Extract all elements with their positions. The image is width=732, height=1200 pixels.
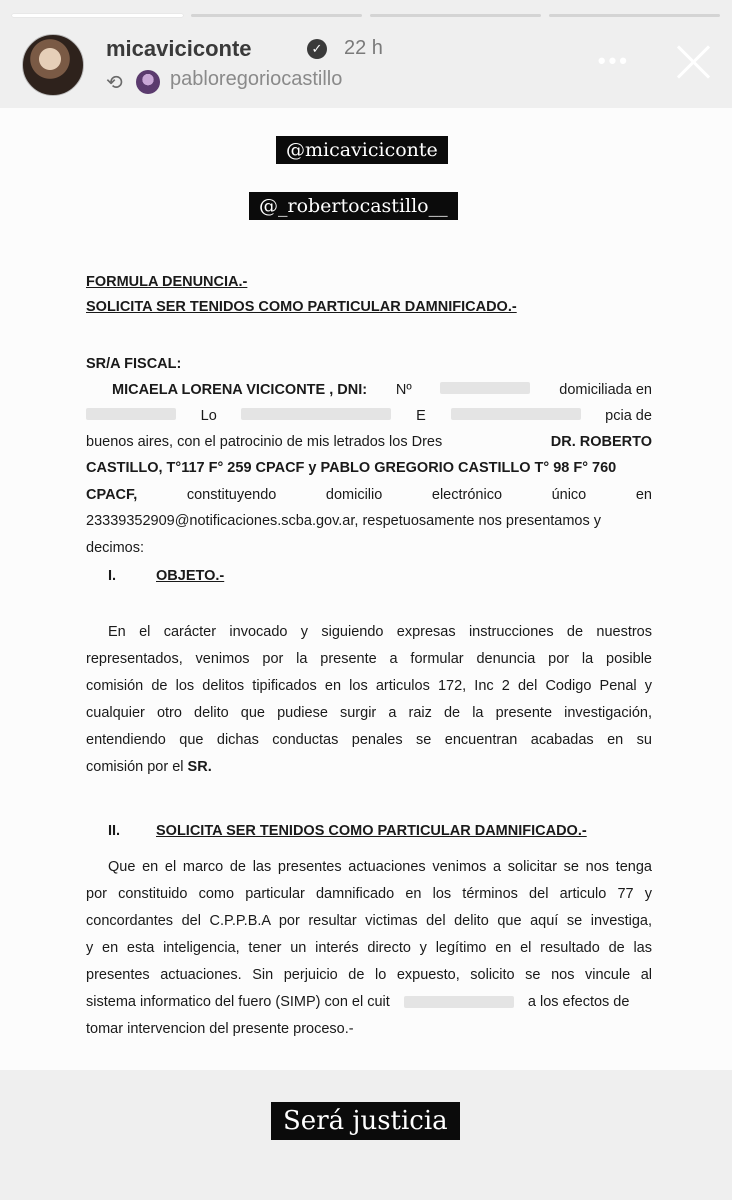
section-title: SOLICITA SER TENIDOS COMO PARTICULAR DAMNIFICADO.-	[156, 823, 587, 839]
intro-line	[86, 408, 652, 424]
verified-icon: ✓	[307, 39, 327, 59]
close-icon[interactable]	[672, 40, 716, 84]
username[interactable]: micaviciconte	[106, 36, 252, 61]
redacted-text	[86, 408, 176, 420]
intro-text: electrónico	[431, 487, 503, 503]
doc-heading: FORMULA DENUNCIA.-	[86, 274, 248, 290]
redacted-text	[404, 996, 514, 1008]
intro-line: decimos:	[86, 540, 145, 556]
intro-pcia: pcia de	[605, 408, 652, 424]
paragraph-line	[86, 759, 652, 775]
paragraph-line: entendiendo que dichas conductas penales se encuentran acabadas en su	[86, 732, 652, 748]
intro-text: domicilio	[325, 487, 383, 503]
doc-heading: SOLICITA SER TENIDOS COMO PARTICULAR DAMNIFICADO.-	[86, 299, 517, 315]
paragraph-text: comisión por el	[86, 759, 184, 775]
progress-segment	[549, 14, 720, 17]
paragraph-text: sistema informatico del fuero (SIMP) con el cuit	[86, 994, 390, 1010]
intro-domiciliada: domiciliada en	[559, 382, 652, 398]
redacted-text	[241, 408, 391, 420]
paragraph-line: por constituido como particular damnificado en los términos del articulo 77 y	[86, 886, 652, 902]
intro-text: único	[551, 487, 587, 503]
post-time: 22 h	[344, 37, 383, 59]
story-footer	[0, 1070, 732, 1200]
intro-text: CPACF,	[86, 487, 138, 503]
intro-name: MICAELA LORENA VICICONTE , DNI:	[112, 382, 368, 398]
dni-prefix: Nº	[395, 382, 412, 398]
paragraph-line: cualquier otro delito que pudiese surgir a raiz de la presente investigación,	[86, 705, 652, 721]
closing-text: Será justicia	[271, 1102, 460, 1140]
section-title: OBJETO.-	[156, 568, 225, 584]
paragraph-text: a los efectos de	[527, 994, 630, 1010]
intro-line	[86, 434, 652, 450]
paragraph-line: comisión de los delitos tipificados en los articulos 172, Inc 2 del Codigo Penal y	[86, 678, 652, 694]
progress-segment	[191, 14, 362, 17]
paragraph-line: presentes actuaciones. Sin perjuicio de lo expuesto, solicito se nos vincule al	[86, 967, 652, 983]
story-header	[22, 30, 716, 100]
story-progress	[12, 14, 720, 17]
paragraph-line: concordantes del C.P.P.B.A por resultar victimas del delito que aquí se investiga,	[86, 913, 652, 929]
intro-text: en	[635, 487, 652, 503]
paragraph-line: Que en el marco de las presentes actuaciones venimos a solicitar se nos tenga	[108, 859, 652, 875]
intro-line: CASTILLO, T°117 F° 259 CPACF y PABLO GREGORIO CASTILLO T° 98 F° 760	[86, 460, 617, 476]
redacted-text	[451, 408, 581, 420]
intro-line	[112, 382, 652, 398]
mention-tag[interactable]: @_robertocastillo__	[249, 192, 458, 220]
more-options-icon[interactable]: •••	[597, 48, 630, 73]
intro-text: constituyendo	[186, 487, 277, 503]
progress-segment	[370, 14, 541, 17]
intro-text: buenos aires, con el patrocinio de mis letrados los Dres	[86, 434, 443, 450]
avatar[interactable]	[22, 34, 84, 96]
section-number: II.	[108, 823, 121, 839]
intro-fragment: E	[416, 408, 426, 424]
intro-fragment: Lo	[200, 408, 217, 424]
paragraph-line: y en esta inteligencia, tener un interés directo y legítimo en el resultado de las	[86, 940, 652, 956]
progress-segment	[12, 14, 183, 17]
intro-text: DR. ROBERTO	[550, 434, 652, 450]
redacted-text	[440, 382, 530, 394]
reposted-avatar[interactable]	[136, 70, 160, 94]
paragraph-line: En el carácter invocado y siguiendo expresas instrucciones de nuestros	[108, 624, 652, 640]
intro-line: 23339352909@notificaciones.scba.gov.ar, respetuosamente nos presentamos y	[86, 513, 602, 529]
mention-tag[interactable]: @micaviciconte	[276, 136, 448, 164]
intro-line	[86, 487, 652, 503]
paragraph-text: SR.	[187, 759, 212, 775]
reposted-username[interactable]: pabloregoriocastillo	[170, 68, 343, 90]
repost-icon: ⟲	[106, 72, 123, 94]
section-number: I.	[108, 568, 117, 584]
addressee: SR/A FISCAL:	[86, 356, 182, 372]
paragraph-line: tomar intervencion del presente proceso.-	[86, 1021, 354, 1037]
paragraph-line	[86, 994, 652, 1010]
paragraph-line: representados, venimos por la presente a formular denuncia por la posible	[86, 651, 652, 667]
document-page	[0, 108, 732, 1070]
